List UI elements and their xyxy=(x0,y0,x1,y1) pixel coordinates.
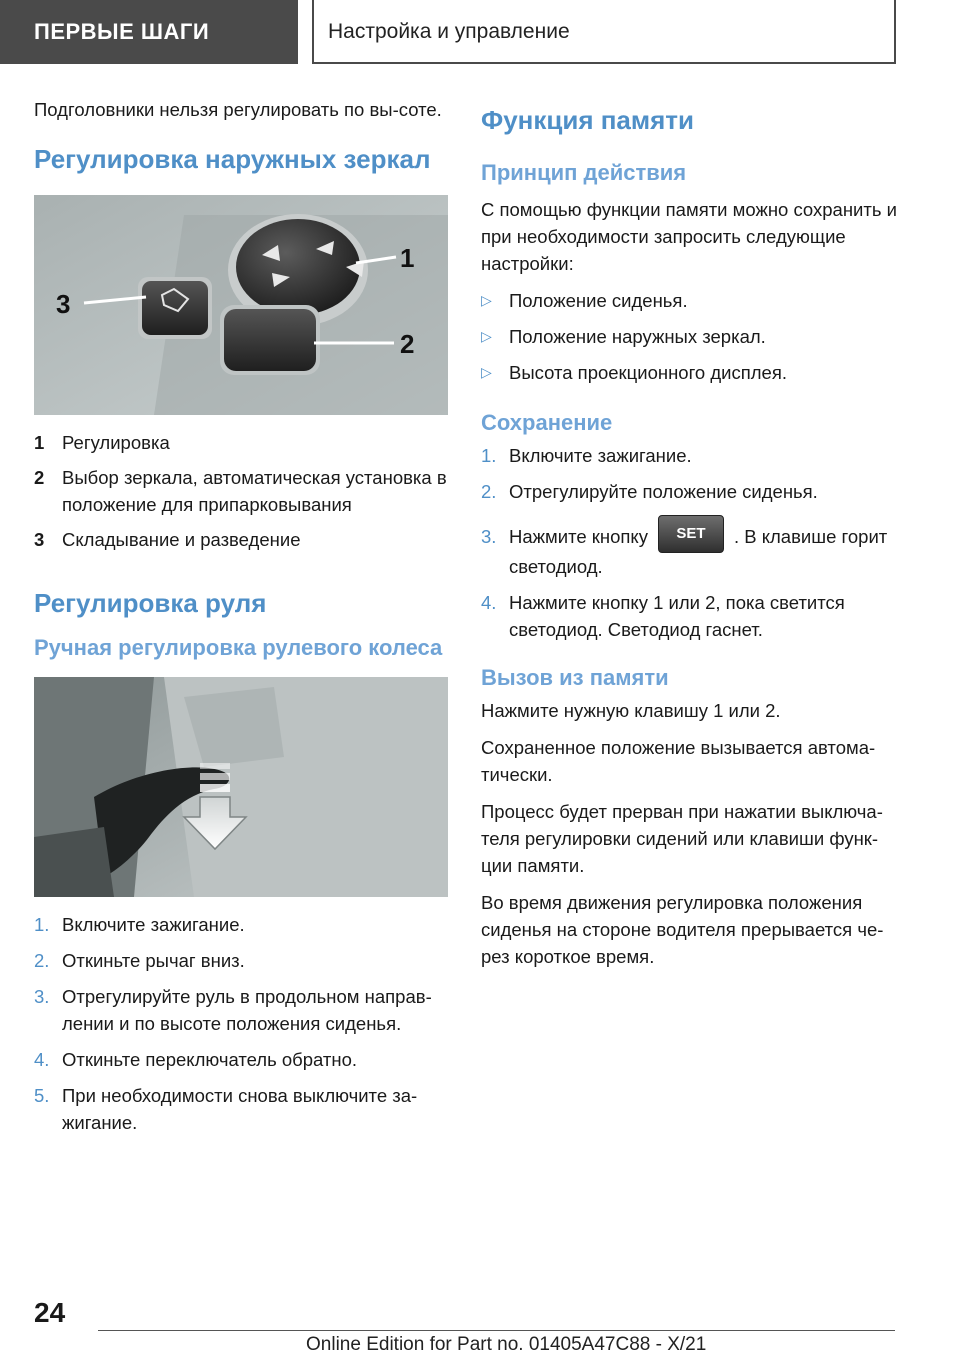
recall-paragraph: Сохраненное положение вызывается автома-тически. xyxy=(481,737,876,786)
callout-2: 2 xyxy=(400,329,415,359)
step-text: Включите зажигание. xyxy=(509,445,692,466)
legend-item xyxy=(34,464,448,518)
list-item xyxy=(34,1046,448,1073)
triangle-bullet-icon: ▷ xyxy=(481,328,492,344)
list-item xyxy=(481,287,901,314)
save-heading: Сохранение xyxy=(481,410,613,435)
list-item xyxy=(481,359,901,386)
callout-3: 3 xyxy=(56,289,71,319)
page-number: 24 xyxy=(34,1297,66,1328)
step-text: При необходимости снова выключите за-жигание. xyxy=(62,1085,418,1133)
steering-lever-photo xyxy=(34,677,448,897)
left-column xyxy=(34,96,448,1145)
set-button-icon: SET xyxy=(658,515,724,553)
list-item xyxy=(481,442,901,469)
step-text: Нажмите кнопку 1 или 2, пока светится светодиод. Светодиод гаснет. xyxy=(509,592,845,641)
step-num: 4. xyxy=(481,592,497,614)
legend-item xyxy=(34,429,448,456)
legend-text: Регулировка xyxy=(62,432,170,453)
step-text-after: . В клавише горит светодиод. xyxy=(509,526,888,578)
recall-paragraph: Процесс будет прерван при нажатии выключа-теля регулировки сидений или клавиши функ-ции памяти. xyxy=(481,801,883,877)
step-num: 1. xyxy=(481,445,497,466)
mirror-legend xyxy=(34,429,448,553)
edition-footer: Online Edition for Part no. 01405A47C88 - X/21 xyxy=(306,1334,707,1355)
callout-1: 1 xyxy=(400,243,415,273)
principle-text: С помощью функции памяти можно сохранить и при необходимости запросить следующие настройки: xyxy=(481,199,897,274)
recall-heading: Вызов из памяти xyxy=(481,665,669,691)
list-text: Положение сиденья. xyxy=(509,290,688,311)
memory-settings-list xyxy=(481,287,901,386)
step-num: 1. xyxy=(34,914,50,935)
triangle-bullet-icon: ▷ xyxy=(481,364,492,380)
step-text: Отрегулируйте руль в продольном направ-лении и по высоте положения сиденья. xyxy=(62,986,432,1034)
step-num: 3. xyxy=(481,526,497,547)
step-text: Включите зажигание. xyxy=(62,914,245,935)
legend-num: 3 xyxy=(34,529,45,550)
list-text: Положение наружных зеркал. xyxy=(509,326,766,347)
step-num: 4. xyxy=(34,1049,50,1070)
recall-paragraph: Нажмите нужную клавишу 1 или 2. xyxy=(481,700,781,722)
memory-heading: Функция памяти xyxy=(481,105,695,135)
steering-heading: Регулировка руля xyxy=(34,588,267,618)
headrest-note: Подголовники нельзя регулировать по вы-соте. xyxy=(34,99,442,120)
legend-text: Выбор зеркала, автоматическая установка в положение для припарковывания xyxy=(62,467,447,515)
list-item xyxy=(481,478,901,505)
footer-divider xyxy=(98,1330,895,1331)
step-text: Отрегулируйте положение сиденья. xyxy=(509,481,818,502)
step-text: Откиньте переключатель обратно. xyxy=(62,1049,358,1070)
list-item xyxy=(481,323,901,350)
save-steps xyxy=(481,442,901,643)
section-tab: ПЕРВЫЕ ШАГИ xyxy=(0,0,298,64)
list-item xyxy=(34,1082,448,1136)
mirrors-heading: Регулировка наружных зеркал xyxy=(34,144,431,174)
mirror-controls-photo xyxy=(34,195,448,415)
step-num: 2. xyxy=(34,950,50,971)
step-num: 2. xyxy=(481,481,497,502)
list-item xyxy=(34,983,448,1037)
step-text: Откиньте рычаг вниз. xyxy=(62,950,245,971)
list-item xyxy=(34,911,448,938)
list-item xyxy=(481,523,901,580)
chapter-title: Настройка и управление xyxy=(312,0,896,64)
steering-subheading: Ручная регулировка рулевого колеса xyxy=(34,635,443,660)
triangle-bullet-icon: ▷ xyxy=(481,292,492,308)
steering-steps xyxy=(34,911,448,1136)
step-text-before: Нажмите кнопку xyxy=(509,526,648,547)
legend-num: 1 xyxy=(34,432,45,453)
principle-heading: Принцип действия xyxy=(481,160,687,185)
step-num: 3. xyxy=(34,986,50,1007)
right-column xyxy=(481,104,901,980)
step-text xyxy=(509,523,901,580)
list-text: Высота проекционного дисплея. xyxy=(509,362,787,383)
legend-num: 2 xyxy=(34,467,45,488)
list-item xyxy=(34,947,448,974)
legend-item xyxy=(34,526,448,553)
legend-text: Складывание и разведение xyxy=(62,529,301,550)
recall-paragraph: Во время движения регулировка положения сиденья на стороне водителя прерывается че-рез короткое время. xyxy=(481,892,884,968)
step-num: 5. xyxy=(34,1085,50,1106)
list-item xyxy=(481,589,901,643)
